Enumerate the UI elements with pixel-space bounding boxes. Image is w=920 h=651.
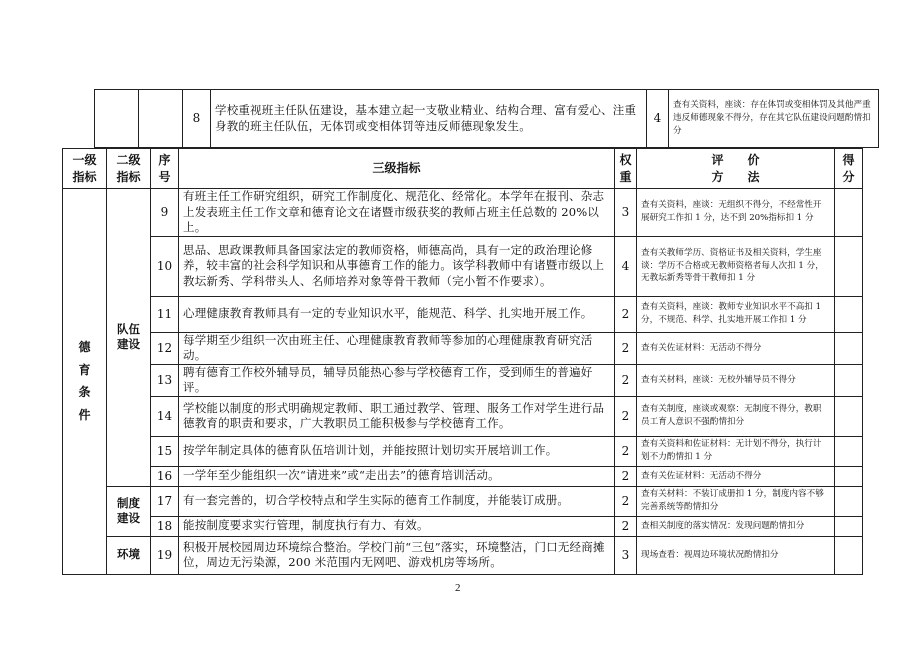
- row-indicator: 按学年制定具体的德育队伍培训计划，并能按照计划切实开展培训工作。: [179, 436, 615, 466]
- row-indicator: 心理健康教育教师具有一定的专业知识水平，能规范、科学、扎实地开展工作。: [179, 296, 615, 332]
- row-weight: 2: [615, 516, 637, 536]
- row-number: 18: [151, 516, 179, 536]
- score-cell: [835, 536, 863, 574]
- row-weight: 2: [615, 296, 637, 332]
- row-method: 查相关制度的落实情况：发现问题酌情扣分: [637, 516, 835, 536]
- row-indicator: 积极开展校园周边环境综合整治。学校门前“三包”落实，环境整洁，门口无经商摊位，周边无污染源，200 米范围内无网吧、游戏机房等场所。: [179, 536, 615, 574]
- row-number: 11: [151, 296, 179, 332]
- table-row: [63, 296, 863, 332]
- row-weight: 2: [615, 396, 637, 436]
- row-method: 查有关资料和佐证材料：无计划不得分，执行计划不力酌情扣 1 分: [637, 436, 835, 466]
- score-cell: [835, 516, 863, 536]
- row-number: 19: [151, 536, 179, 574]
- row-indicator: 聘有德育工作校外辅导员，辅导员能热心参与学校德育工作，受到师生的普遍好评。: [179, 364, 615, 396]
- header-weight: 权 重: [615, 149, 637, 189]
- table-row: [63, 332, 863, 364]
- score-cell: [835, 486, 863, 516]
- table-row: [95, 90, 879, 148]
- table-row: [63, 516, 863, 536]
- row-method: 查有关佐证材料：无活动不得分: [637, 332, 835, 364]
- row-method: 查有关材料，座谈：无校外辅导员不得分: [637, 364, 835, 396]
- row-weight: 2: [615, 332, 637, 364]
- score-cell: [835, 236, 863, 296]
- row-method: 查有关材料：不装订成册扣 1 分，制度内容不够完善系统等酌情扣分: [637, 486, 835, 516]
- row-weight: 2: [615, 466, 637, 486]
- group-team: 队伍 建设: [107, 189, 151, 487]
- header-level3: 三级指标: [179, 149, 615, 189]
- row-indicator: 有班主任工作研究组织，研究工作制度化、规范化、经常化。本学年在报刊、杂志上发表班主任工作文章和德育论文在诸暨市级获奖的教师占班主任总数的 20%以上。: [179, 189, 615, 237]
- row-indicator: 学校能以制度的形式明确规定教师、职工通过教学、管理、服务工作对学生进行品德教育的职责和要求，广大教职员工能积极参与学校德育工作。: [179, 396, 615, 436]
- row-number: 14: [151, 396, 179, 436]
- level1-label: 德 育 条 件: [63, 189, 107, 575]
- row-indicator: 思品、思政课教师具备国家法定的教师资格，师德高尚，具有一定的政治理论修养，较丰富的社会科学知识和从事德育工作的能力。该学科教师中有诸暨市级以上教坛新秀、学科带头人、名师培养对象等骨干教师（完小暂不作要求）。: [179, 236, 615, 296]
- evaluation-table: [62, 148, 863, 575]
- score-cell: [835, 364, 863, 396]
- row-method: 查有关资料，座谈：教师专业知识水平不高扣 1 分，不规范、科学、扎实地开展工作扣 1 分: [637, 296, 835, 332]
- score-cell: [835, 436, 863, 466]
- table-row: [63, 189, 863, 237]
- row-weight: 2: [615, 436, 637, 466]
- group-system: 制度 建设: [107, 486, 151, 536]
- row-indicator: 一学年至少能组织一次“请进来”或“走出去”的德育培训活动。: [179, 466, 615, 486]
- row-weight: 2: [615, 486, 637, 516]
- score-cell: [835, 189, 863, 237]
- continuation-table: [94, 89, 879, 148]
- header-row: [63, 149, 863, 189]
- table-row: [63, 236, 863, 296]
- row-weight: 4: [615, 236, 637, 296]
- header-eval-line1: 评 价: [711, 153, 760, 168]
- row-number: 8: [183, 90, 211, 148]
- row-number: 12: [151, 332, 179, 364]
- header-level2: 二级 指标: [107, 149, 151, 189]
- row-weight: 2: [615, 364, 637, 396]
- row-indicator: 学校重视班主任队伍建设，基本建立起一支敬业精业、结构合理、富有爱心、注重身教的班主任队伍，无体罚或变相体罚等违反师德现象发生。: [211, 90, 647, 148]
- row-method: 查有关佐证材料：无活动不得分: [637, 466, 835, 486]
- table-row: [63, 466, 863, 486]
- row-method: 查有关资料，座谈：无组织不得分，不经常性开展研究工作扣 1 分，达不到 20%指标扣 1 分: [637, 189, 835, 237]
- row-indicator: 每学期至少组织一次由班主任、心理健康教育教师等参加的心理健康教育研究活动。: [179, 332, 615, 364]
- table-row: [63, 436, 863, 466]
- row-indicator: 能按制度要求实行管理，制度执行有力、有效。: [179, 516, 615, 536]
- header-score: 得 分: [835, 149, 863, 189]
- header-eval-line2: 方 法: [711, 169, 760, 184]
- score-cell: [835, 332, 863, 364]
- row-method: 现场查看：视周边环境状况酌情扣分: [637, 536, 835, 574]
- row-method: 查有关资料，座谈：存在体罚或变相体罚及其他严重违反师德现象不得分，存在其它队伍建设问题酌情扣分: [669, 90, 879, 148]
- row-method: 查有关教师学历、资格证书及相关资料，学生座谈：学历不合格或无教师资格者每人次扣 1 分，无教坛新秀等骨干教师扣 1 分: [637, 236, 835, 296]
- row-number: 16: [151, 466, 179, 486]
- empty-level1-cell: [95, 90, 139, 148]
- table-row: [63, 364, 863, 396]
- empty-level2-cell: [139, 90, 183, 148]
- table-row: [63, 536, 863, 574]
- row-number: 15: [151, 436, 179, 466]
- table-row: [63, 486, 863, 516]
- row-indicator: 有一套完善的，切合学校特点和学生实际的德育工作制度，并能装订成册。: [179, 486, 615, 516]
- row-weight: 4: [647, 90, 669, 148]
- row-number: 17: [151, 486, 179, 516]
- row-weight: 3: [615, 536, 637, 574]
- row-weight: 3: [615, 189, 637, 237]
- header-evaluation: [637, 149, 835, 189]
- row-number: 10: [151, 236, 179, 296]
- score-cell: [835, 466, 863, 486]
- page-number: 2: [455, 582, 461, 594]
- row-number: 9: [151, 189, 179, 237]
- row-method: 查有关制度，座谈或观察：无制度不得分，教职员工育人意识不强酌情扣分: [637, 396, 835, 436]
- header-seq: 序 号: [151, 149, 179, 189]
- group-env: 环境: [107, 536, 151, 574]
- score-cell: [835, 296, 863, 332]
- table-row: [63, 396, 863, 436]
- score-cell: [835, 396, 863, 436]
- row-number: 13: [151, 364, 179, 396]
- header-level1: 一级 指标: [63, 149, 107, 189]
